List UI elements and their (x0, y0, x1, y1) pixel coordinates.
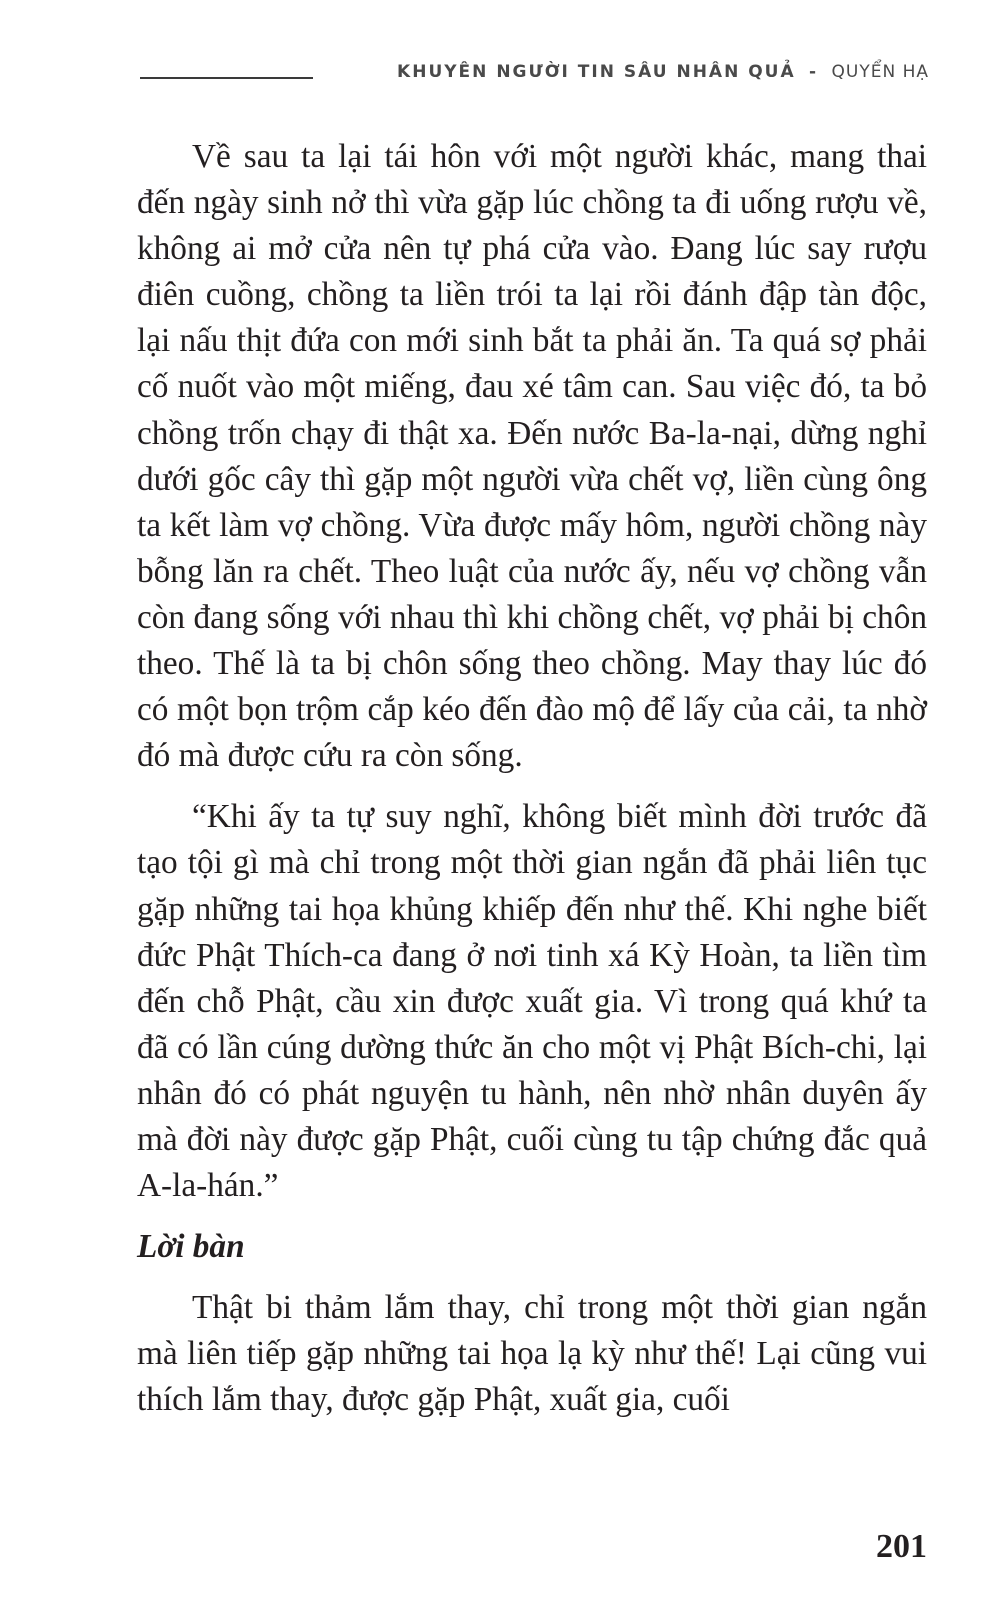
running-header (397, 62, 929, 82)
book-title: KHUYÊN NGƯỜI TIN SÂU NHÂN QUẢ (397, 62, 796, 82)
header-rule (140, 77, 313, 79)
story-paragraph-1: Về sau ta lại tái hôn với một người khác, mang thai đến ngày sinh nở thì vừa gặp lúc chồng ta đi uống rượu về, không ai mở cửa nên tự phá cửa vào. Đang lúc say rượu điên cuồng, chồng ta liền trói ta lại rồi đánh đập tàn độc, lại nấu thịt đứa con mới sinh bắt ta phải ăn. Ta quá sợ phải cố nuốt vào một miếng, đau xé tâm can. Sau việc đó, ta bỏ chồng trốn chạy đi thật xa. Đến nước Ba-la-nại, dừng nghỉ dưới gốc cây thì gặp một người vừa chết vợ, liền cùng ông ta kết làm vợ chồng. Vừa được mấy hôm, người chồng này bỗng lăn ra chết. Theo luật của nước ấy, nếu vợ chồng vẫn còn đang sống với nhau thì khi chồng chết, vợ phải bị chôn theo. Thế là ta bị chôn sống theo chồng. May thay lúc đó có một bọn trộm cắp kéo đến đào mộ để lấy của cải, ta nhờ đó mà được cứu ra còn sống. (137, 138, 927, 775)
header-separator: - (809, 62, 819, 82)
page-body (137, 134, 927, 1424)
page-number: 201 (876, 1528, 927, 1565)
volume-label: QUYỂN HẠ (831, 62, 929, 82)
commentary-paragraph: Thật bi thảm lắm thay, chỉ trong một thời gian ngắn mà liên tiếp gặp những tai họa lạ kỳ như thế! Lại cũng vui thích lắm thay, được gặp Phật, xuất gia, cuối (137, 1289, 927, 1419)
commentary-heading: Lời bàn (137, 1228, 245, 1266)
story-paragraph-2: “Khi ấy ta tự suy nghĩ, không biết mình đời trước đã tạo tội gì mà chỉ trong một thời gian ngắn đã phải liên tục gặp những tai họa khủng khiếp đến như thế. Khi nghe biết đức Phật Thích-ca đang ở nơi tinh xá Kỳ Hoàn, ta liền tìm đến chỗ Phật, cầu xin được xuất gia. Vì trong quá khứ ta đã có lần cúng dường thức ăn cho một vị Phật Bích-chi, lại nhân đó có phát nguyện tu hành, nên nhờ nhân duyên ấy mà đời này được gặp Phật, cuối cùng tu tập chứng đắc quả A-la-hán.” (137, 798, 927, 1205)
